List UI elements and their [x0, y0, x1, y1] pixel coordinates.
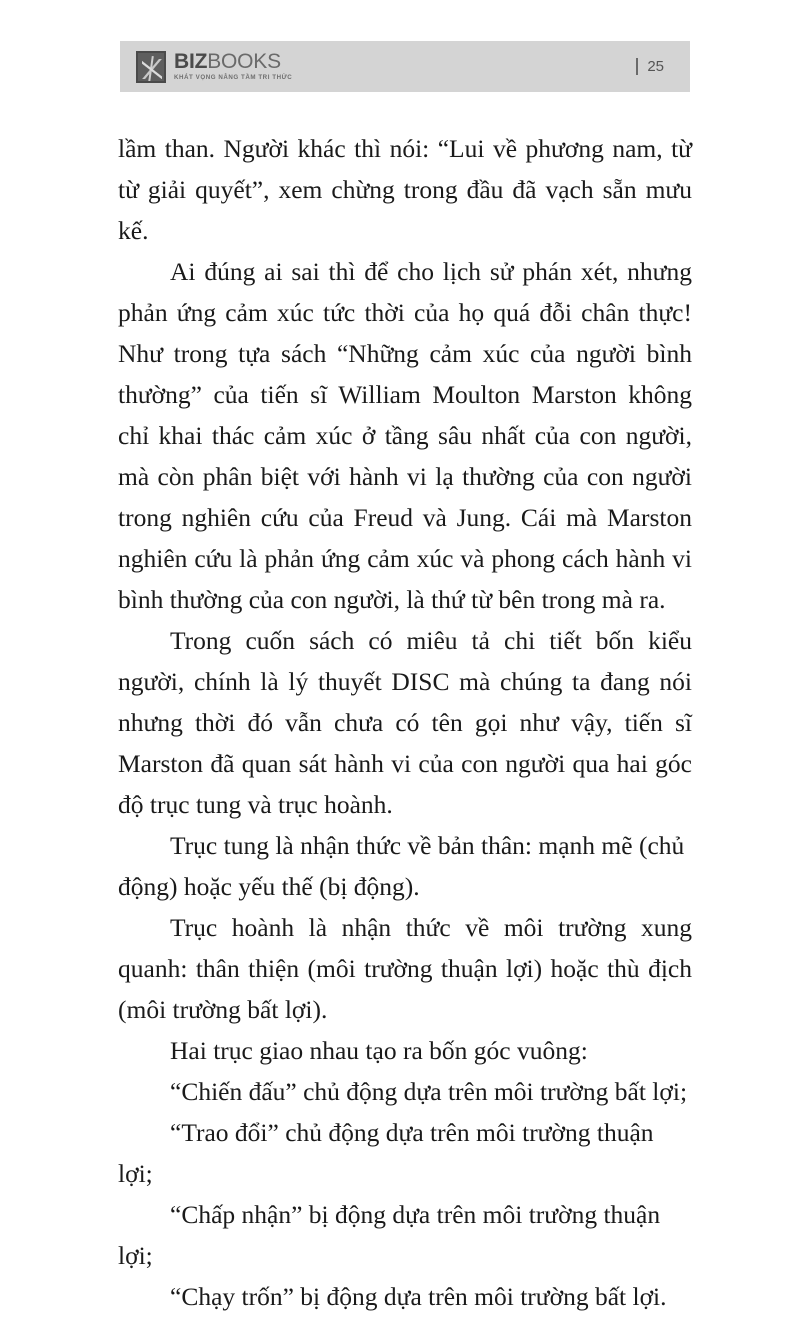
paragraph-3: Trong cuốn sách có miêu tả chi tiết bốn kiểu người, chính là lý thuyết DISC mà chúng ta đang nói nhưng thời đó vẫn chưa có tên gọi như vậy, tiến sĩ Marston đã quan sát hành vi của con người qua hai góc độ trục tung và trục hoành.	[118, 626, 692, 819]
paragraph-1: lầm than. Người khác thì nói: “Lui về phương nam, từ từ giải quyết”, xem chừng trong đầu đã vạch sẵn mưu kế.	[118, 134, 692, 245]
book-emblem-icon	[136, 51, 166, 83]
list-item: “Chạy trốn” bị động dựa trên môi trường bất lợi.	[170, 1282, 667, 1311]
paragraph-2: Ai đúng ai sai thì để cho lịch sử phán xét, nhưng phản ứng cảm xúc tức thời của họ quá đỗi chân thực! Như trong tựa sách “Những cảm xúc của người bình thường” của tiến sĩ William Moulton Marston không chỉ khai thác cảm xúc ở tầng sâu nhất của con người, mà còn phân biệt với hành vi lạ thường của con người trong nghiên cứu của Freud và Jung. Cái mà Marston nghiên cứu là phản ứng cảm xúc và phong cách hành vi bình thường của con người, là thứ từ bên trong mà ra.	[118, 257, 692, 614]
page-number: 25	[647, 58, 664, 75]
paragraph-5: Trục hoành là nhận thức về môi trường xung quanh: thân thiện (môi trường thuận lợi) hoặc thù địch (môi trường bất lợi).	[118, 913, 692, 1024]
body-text-column	[118, 128, 692, 1317]
paragraph-4: Trục tung là nhận thức về bản thân: mạnh mẽ (chủ động) hoặc yếu thế (bị động).	[118, 831, 685, 901]
logo-word-primary: BIZ	[174, 50, 208, 74]
logo-text-group	[174, 51, 292, 81]
list-item: “Chấp nhận” bị động dựa trên môi trường thuận lợi;	[118, 1200, 661, 1270]
list-item: “Trao đổi” chủ động dựa trên môi trường thuận lợi;	[118, 1118, 654, 1188]
logo-tagline: KHÁT VỌNG NÂNG TẦM TRI THỨC	[174, 74, 293, 82]
folio-separator-rule	[636, 58, 638, 75]
logo-wordmark	[174, 51, 292, 72]
bizbooks-logo	[136, 51, 292, 83]
running-header	[120, 41, 690, 92]
logo-word-secondary: BOOKS	[207, 50, 281, 74]
list-item: “Chiến đấu” chủ động dựa trên môi trường bất lợi;	[170, 1077, 688, 1106]
paragraph-6: Hai trục giao nhau tạo ra bốn góc vuông:	[170, 1036, 588, 1065]
page-number-group	[636, 58, 664, 75]
